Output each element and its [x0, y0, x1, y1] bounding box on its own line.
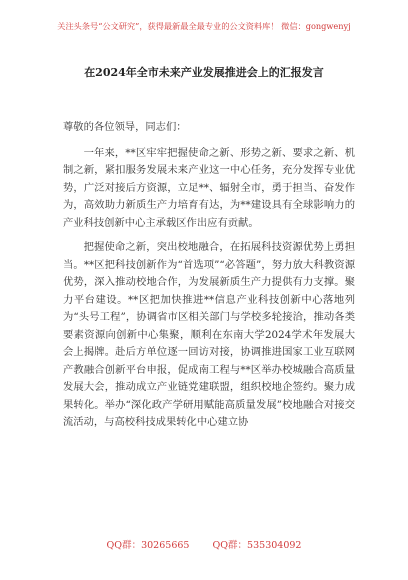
- paragraph-2: 把握使命之新，突出校地融合，在拓展科技资源优势上勇担当。**区把科技创新作为“首选项”“必答题”，努力放大科教资源优势，深入推动校地合作，为发展新质生产力提供有力支撑。聚力平台建设。**区把加快推进**信息产业科技创新中心落地列为“头号工程”，协调省市区相关部门与学校多轮接洽，推动各类要素资源向创新中心集聚，顺利在东南大学2024学术年发展大会上揭牌。赴后方单位逐一回访对接，协调推进国家工业互联网产教融合创新平台申报，促成南工程与**区举办校城融合高质量发展大会，推动成立产业链党建联盟，组织校地企签约。聚力成果转化。举办“深化政产学研用赋能高质量发展”校地融合对接交流活动，与高校科技成果转化中心建立协: [63, 241, 355, 428]
- qq-group-1: QQ群：30265665: [106, 540, 190, 551]
- document-body: [63, 119, 355, 439]
- header-banner: 关注头条号“公文研究”，获得最新最全最专业的公文资料库！ 微信：gongwenyj: [57, 21, 351, 31]
- document-title: 在2024年全市未来产业发展推进会上的汇报发言: [84, 66, 324, 79]
- qq-group-2: QQ群：535304092: [212, 540, 302, 551]
- paragraph-1: 一年来，**区牢牢把握使命之新、形势之新、要求之新、机制之新，紧扣服务发展未来产业这一中心任务，充分发挥专业优势，广泛对接后方资源，立足**、辐射全市，勇于担当、奋发作为，高效助力新质生产力培育有达，为**建设具有全球影响力的产业科技创新中心主承载区作出应有贡献。: [63, 146, 355, 229]
- footer-contact: [0, 537, 408, 551]
- greeting: 尊敬的各位领导，同志们：: [63, 121, 187, 133]
